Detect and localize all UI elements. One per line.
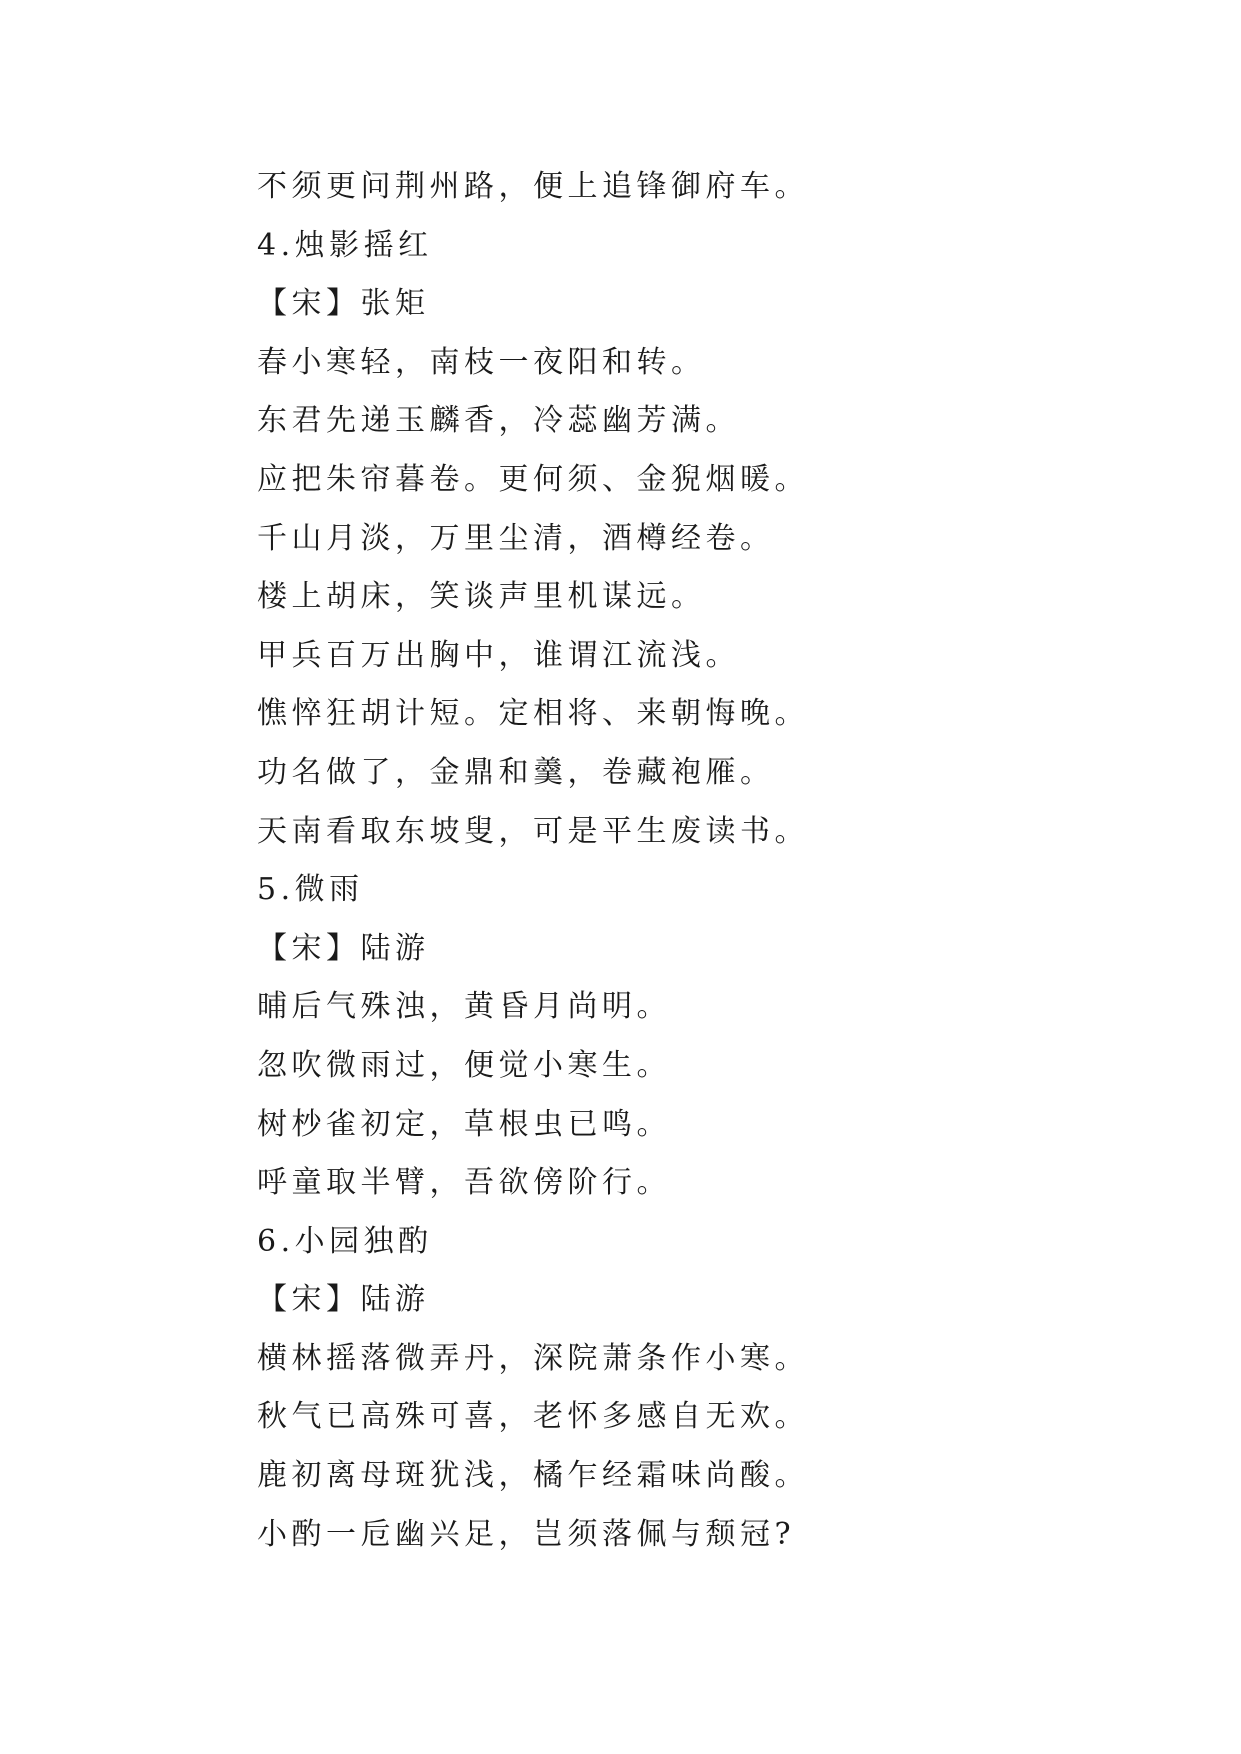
poem-line: 忽吹微雨过，便觉小寒生。 xyxy=(257,1047,671,1083)
poem-line: 功名做了，金鼎和羹，卷藏袍雁。 xyxy=(257,754,775,790)
poem-author: 【宋】陆游 xyxy=(257,930,430,966)
poem-title: 6.小园独酌 xyxy=(257,1223,433,1259)
poem-line: 晡后气殊浊，黄昏月尚明。 xyxy=(257,989,671,1025)
poem-author: 【宋】陆游 xyxy=(257,1282,430,1318)
poem-line: 不须更问荆州路，便上追锋御府车。 xyxy=(257,169,809,204)
poem-line: 甲兵百万出胸中，谁谓江流浅。 xyxy=(257,637,740,673)
poem-line: 小酌一卮幽兴足，岂须落佩与颓冠? xyxy=(257,1516,796,1552)
poem-title: 4.烛影摇红 xyxy=(257,227,433,263)
poem-line: 鹿初离母斑犹浅，橘乍经霜味尚酸。 xyxy=(257,1458,809,1494)
poem-line: 呼童取半臂，吾欲傍阶行。 xyxy=(257,1165,671,1201)
poem-title: 5.微雨 xyxy=(257,872,364,908)
poem-line: 树杪雀初定，草根虫已鸣。 xyxy=(257,1106,671,1142)
poem-author: 【宋】张矩 xyxy=(257,286,430,322)
poem-line: 秋气已高殊可喜，老怀多感自无欢。 xyxy=(257,1399,809,1435)
poem-line: 东君先递玉麟香，冷蕊幽芳满。 xyxy=(257,403,740,439)
poem-line: 应把朱帘暮卷。更何须、金猊烟暖。 xyxy=(257,461,809,497)
poem-line: 天南看取东坡叟，可是平生废读书。 xyxy=(257,813,809,849)
poem-line: 楼上胡床，笑谈声里机谋远。 xyxy=(257,579,706,615)
poem-line: 横林摇落微弄丹，深院萧条作小寒。 xyxy=(257,1340,809,1376)
poem-line: 千山月淡，万里尘清，酒樽经卷。 xyxy=(257,520,775,556)
poem-text-block xyxy=(257,158,1157,1564)
poem-line: 憔悴狂胡计短。定相将、来朝悔晚。 xyxy=(257,696,809,732)
poem-line: 春小寒轻，南枝一夜阳和转。 xyxy=(257,344,706,380)
